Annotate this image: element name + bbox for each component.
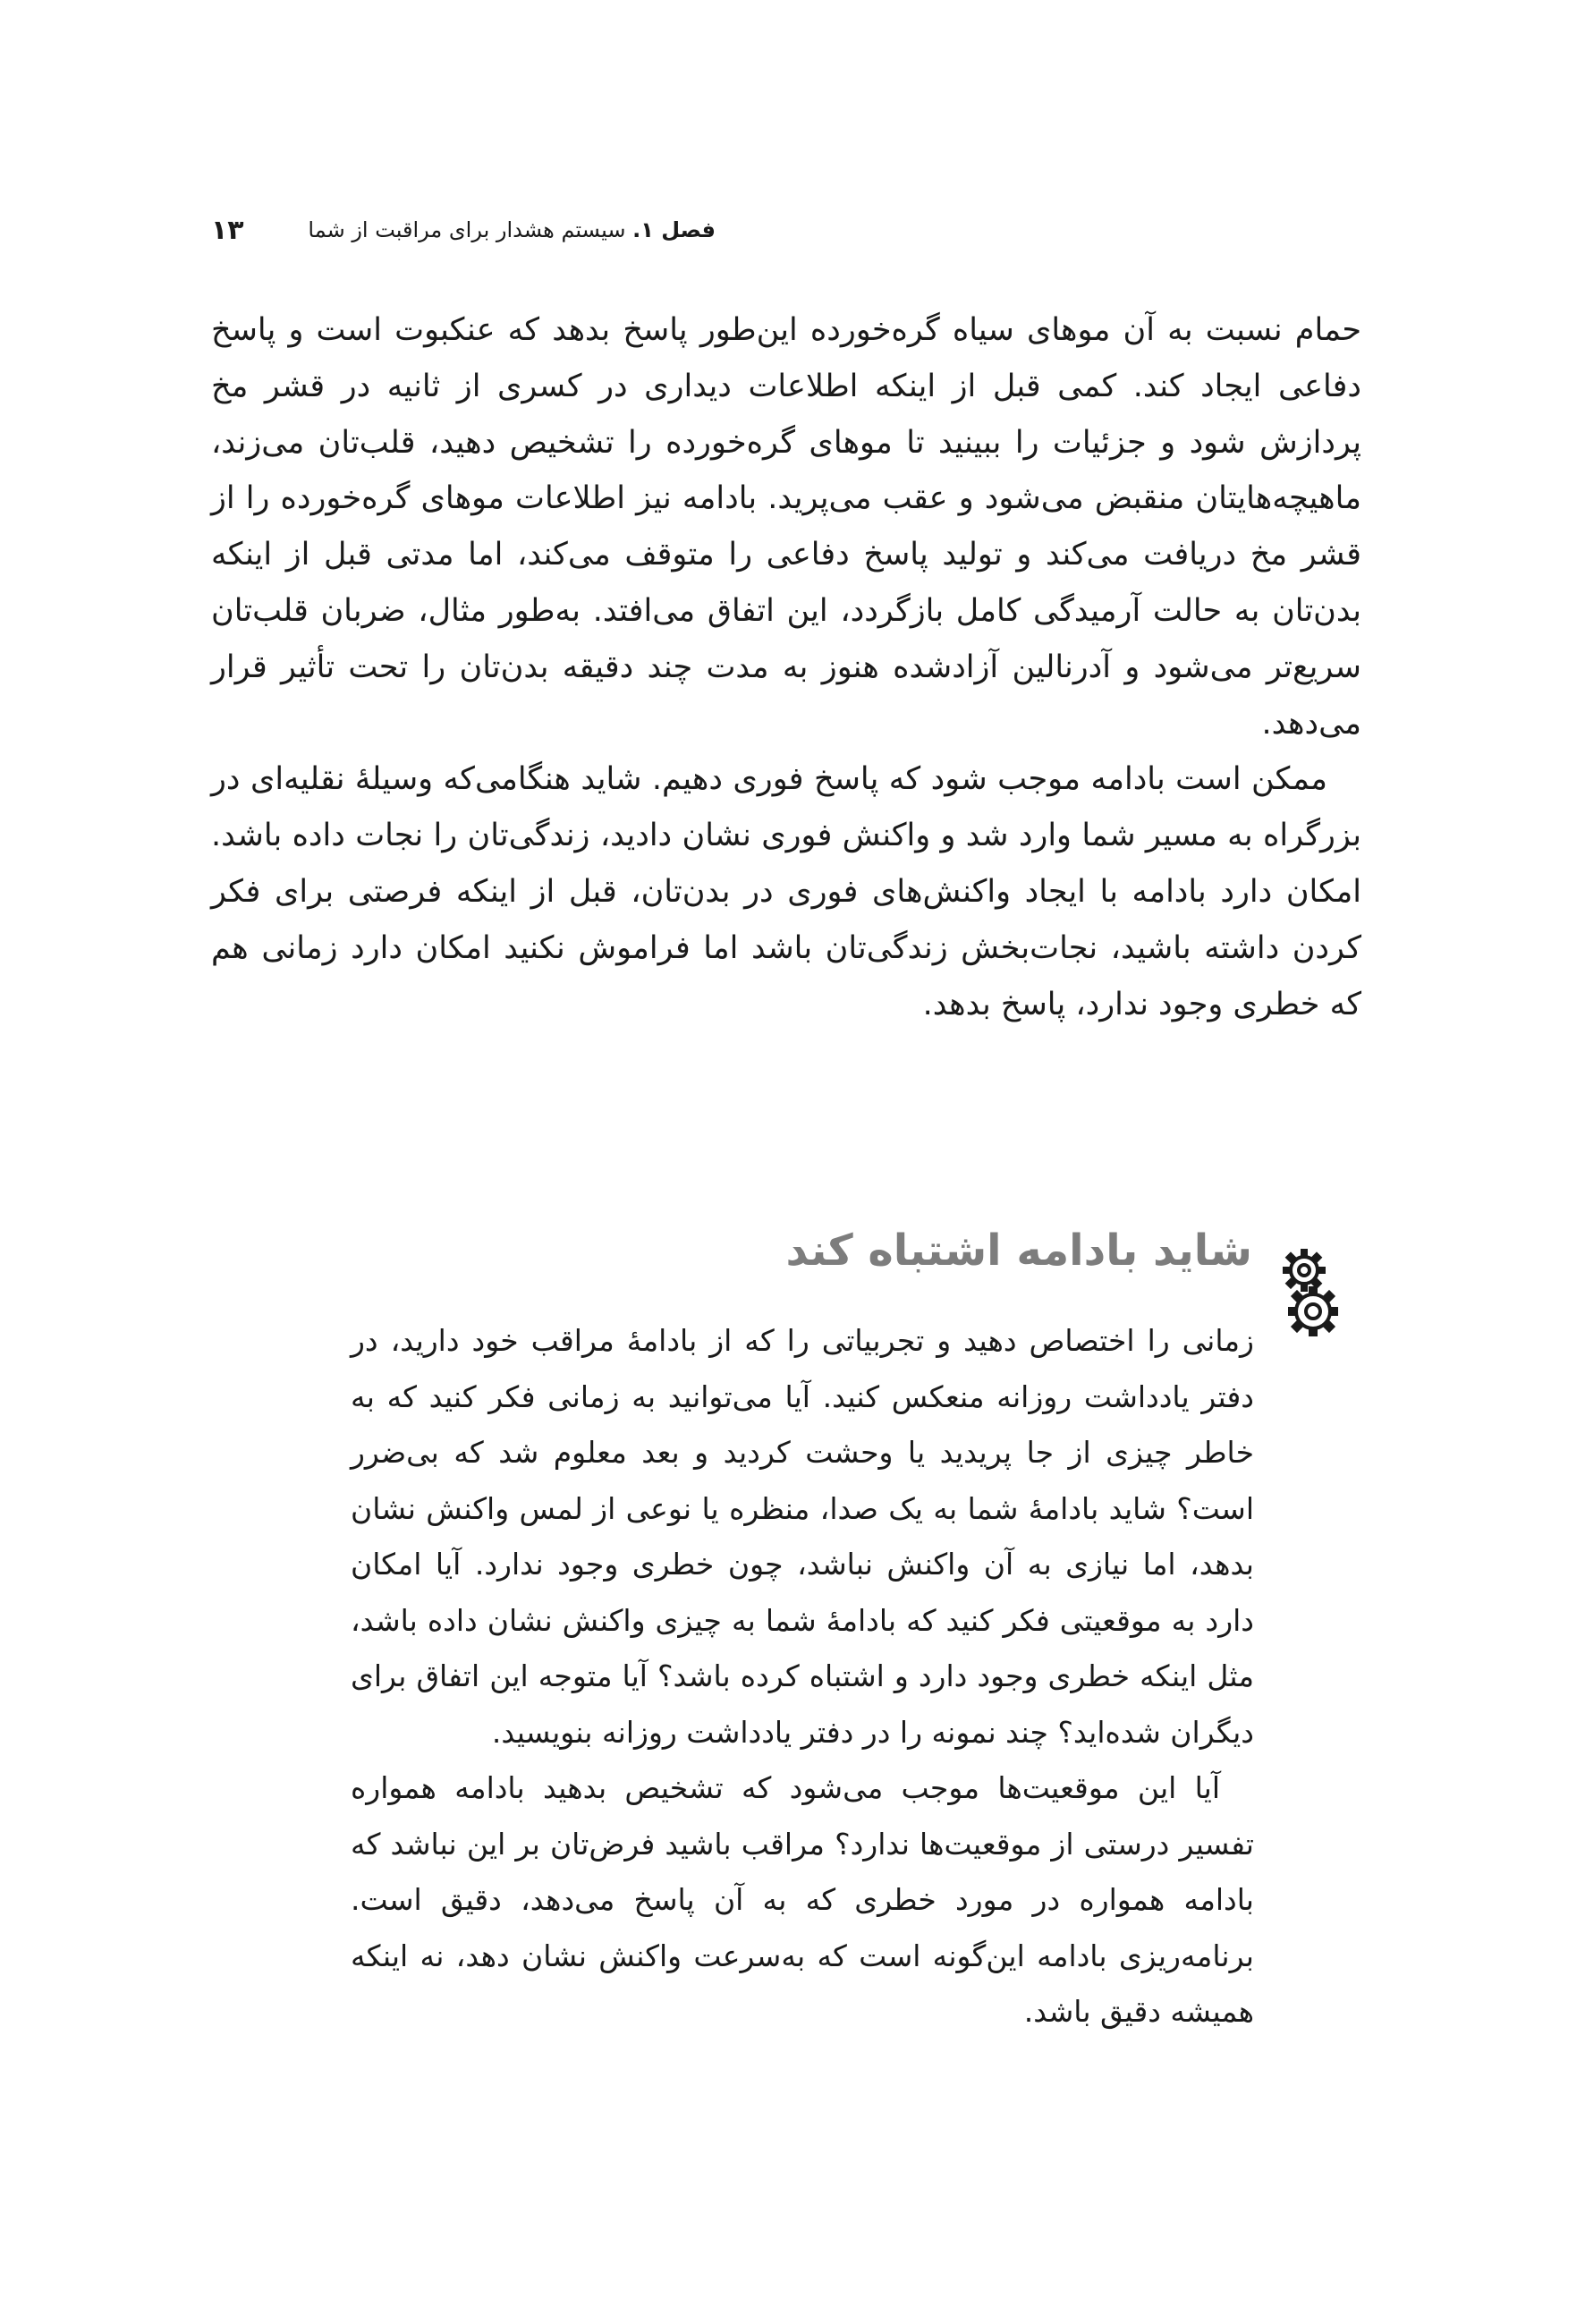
exercise-box	[351, 1313, 1254, 2040]
page-number: ۱۳	[211, 214, 244, 246]
chapter-name: سیستم هشدار برای مراقبت از شما	[308, 217, 626, 242]
paragraph: حمام نسبت به آن موهای سیاه گره‌خورده این‌طور پاسخ بدهد که عنکبوت است و پاسخ دفاعی ایجاد کند. کمی قبل از اینکه اطلاعات دیداری در کسری از ثانیه در قشر مخ پردازش شود و جزئیات را ببینید تا موهای گره‌خورده را تشخیص دهید، قلب‌تان می‌زند، ماهیچه‌هایتان منقبض می‌شود و عقب می‌پرید. بادامه نیز اطلاعات موهای گره‌خورده را از قشر مخ دریافت می‌کند و تولید پاسخ دفاعی را متوقف می‌کند، اما مدتی قبل از اینکه بدن‌تان به حالت آرمیدگی کامل بازگردد، این اتفاق می‌افتد. به‌طور مثال، ضربان قلب‌تان سریع‌تر می‌شود و آدرنالین آزادشده هنوز به مدت چند دقیقه بدن‌تان را تحت تأثیر قرار می‌دهد.	[211, 312, 1361, 742]
section-heading: شاید بادامه اشتباه کند	[785, 1226, 1252, 1276]
paragraph: آیا این موقعیت‌ها موجب می‌شود که تشخیص بدهید بادامه همواره تفسیر درستی از موقعیت‌ها ندارد؟ مراقب باشید فرض‌تان بر این نباشد که بادامه همواره در مورد خطری که به آن پاسخ می‌دهد، دقیق است. برنامه‌ریزی بادامه این‌گونه است که به‌سرعت واکنش نشان دهد، نه اینکه همیشه دقیق باشد.	[351, 1770, 1254, 2029]
chapter-title	[308, 217, 716, 242]
gears-icon	[1274, 1245, 1343, 1344]
paragraph: ممکن است بادامه موجب شود که پاسخ فوری دهیم. شاید هنگامی‌که وسیلهٔ نقلیه‌ای در بزرگراه به مسیر شما وارد شد و واکنش فوری نشان دادید، زندگی‌تان را نجات داده باشد. امکان دارد بادامه با ایجاد واکنش‌های فوری در بدن‌تان، قبل از اینکه فرصتی برای فکر کردن داشته باشید، نجات‌بخش زندگی‌تان باشد اما فراموش نکنید امکان دارد زمانی هم که خطری وجود ندارد، پاسخ بدهد.	[211, 761, 1361, 1022]
chapter-label: فصل ۱.	[632, 217, 716, 242]
body-text	[211, 302, 1361, 1032]
paragraph: زمانی را اختصاص دهید و تجربیاتی را که از بادامهٔ مراقب خود دارید، در دفتر یادداشت روزانه منعکس کنید. آیا می‌توانید به زمانی فکر کنید که به خاطر چیزی از جا پریدید یا وحشت کردید و بعد معلوم شد که بی‌ضرر است؟ شاید بادامهٔ شما به یک صدا، منظره یا نوعی از لمس واکنش نشان بدهد، اما نیازی به آن واکنش نباشد، چون خطری وجود ندارد. آیا امکان دارد به موقعیتی فکر کنید که بادامهٔ شما به چیزی واکنش نشان داده باشد، مثل اینکه خطری وجود دارد و اشتباه کرده باشد؟ آیا متوجه این اتفاق برای دیگران شده‌اید؟ چند نمونه را در دفتر یادداشت روزانه بنویسید.	[351, 1323, 1254, 1750]
running-header	[211, 208, 716, 252]
